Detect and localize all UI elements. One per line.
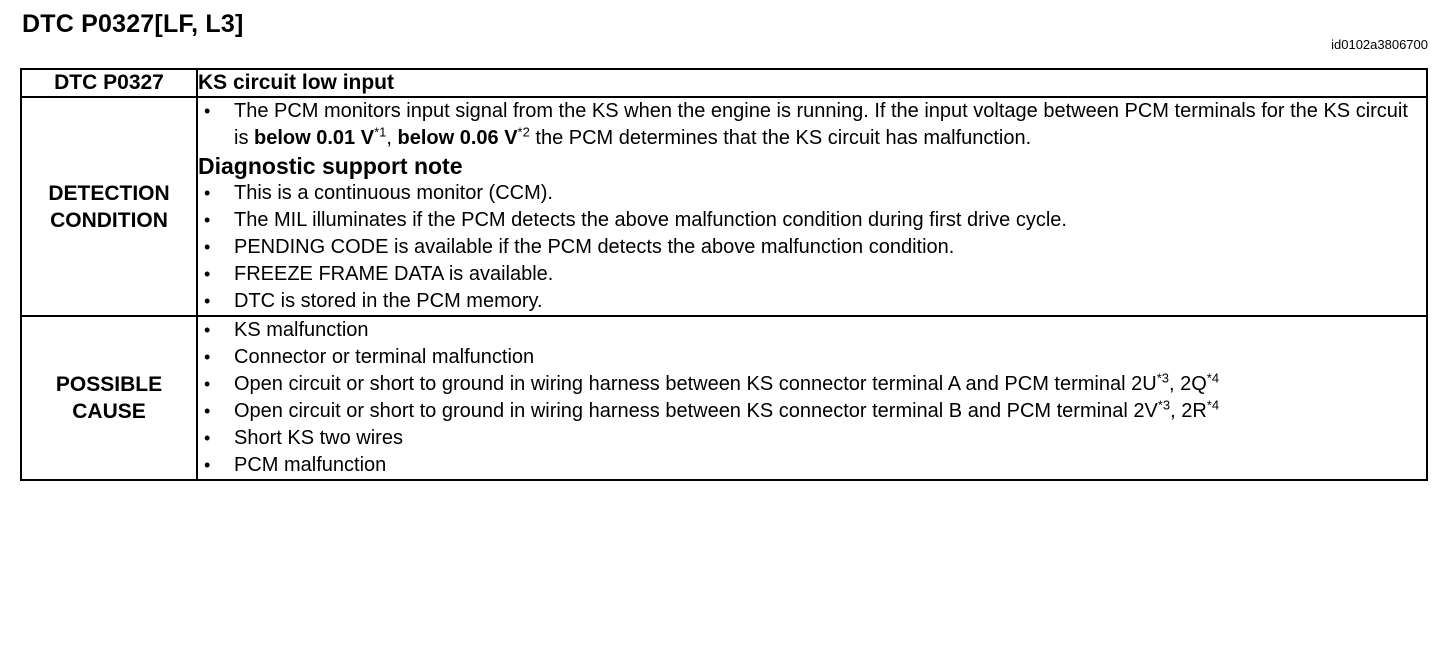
diagnostic-support-note-heading: Diagnostic support note bbox=[198, 153, 463, 179]
detection-condition-label bbox=[21, 97, 197, 316]
detection-list bbox=[198, 98, 1426, 152]
possible-cause-content bbox=[197, 316, 1427, 480]
dtc-description-cell: KS circuit low input bbox=[197, 69, 1427, 97]
cause-label-line2: CAUSE bbox=[72, 400, 146, 423]
cause-label-line1: POSSIBLE bbox=[55, 373, 163, 396]
table-row-cause bbox=[21, 316, 1427, 480]
list-item: • PENDING CODE is available if the PCM detects the above malfunction condition. bbox=[198, 234, 1426, 261]
list-item: • PCM malfunction bbox=[198, 452, 1426, 479]
detection-condition-content bbox=[197, 97, 1427, 316]
diagnostic-notes-list bbox=[198, 180, 1426, 315]
page-title: DTC P0327[LF, L3] bbox=[22, 10, 244, 38]
table-row-header bbox=[21, 69, 1427, 97]
table-row-detection bbox=[21, 97, 1427, 316]
detection-label-line1: DETECTION bbox=[48, 181, 170, 205]
detection-label-line2: CONDITION bbox=[50, 208, 168, 232]
list-item: • KS malfunction bbox=[198, 317, 1426, 344]
list-item: • Open circuit or short to ground in wiring harness between KS connector terminal A and PCM terminal $2U^{*3}$, $2Q^{*4}$ bbox=[198, 371, 1426, 398]
list-item: • Short KS two wires bbox=[198, 425, 1426, 452]
possible-cause-label bbox=[21, 316, 197, 480]
list-item: • FREEZE FRAME DATA is available. bbox=[198, 261, 1426, 288]
list-item: • The MIL illuminates if the PCM detects the above malfunction condition during first drive cycle. bbox=[198, 207, 1426, 234]
list-item: • The PCM monitors input signal from the KS when the engine is running. If the input voltage between PCM terminals for the KS circuit is below 0.01 $V^{*1}$, below 0.06 $V^{*2}$ the PCM determines that the KS circuit has malfunction. bbox=[198, 98, 1426, 152]
cause-list bbox=[198, 317, 1426, 479]
list-item: • This is a continuous monitor (CCM). bbox=[198, 180, 1426, 207]
dtc-table bbox=[20, 68, 1428, 481]
list-item: • DTC is stored in the PCM memory. bbox=[198, 288, 1426, 315]
document-id: id0102a3806700 bbox=[1331, 37, 1428, 52]
list-item: • Open circuit or short to ground in wiring harness between KS connector terminal B and PCM terminal $2V^{*3}$, $2R^{*4}$ bbox=[198, 398, 1426, 425]
dtc-code-cell: DTC P0327 bbox=[21, 69, 197, 97]
list-item: • Connector or terminal malfunction bbox=[198, 344, 1426, 371]
